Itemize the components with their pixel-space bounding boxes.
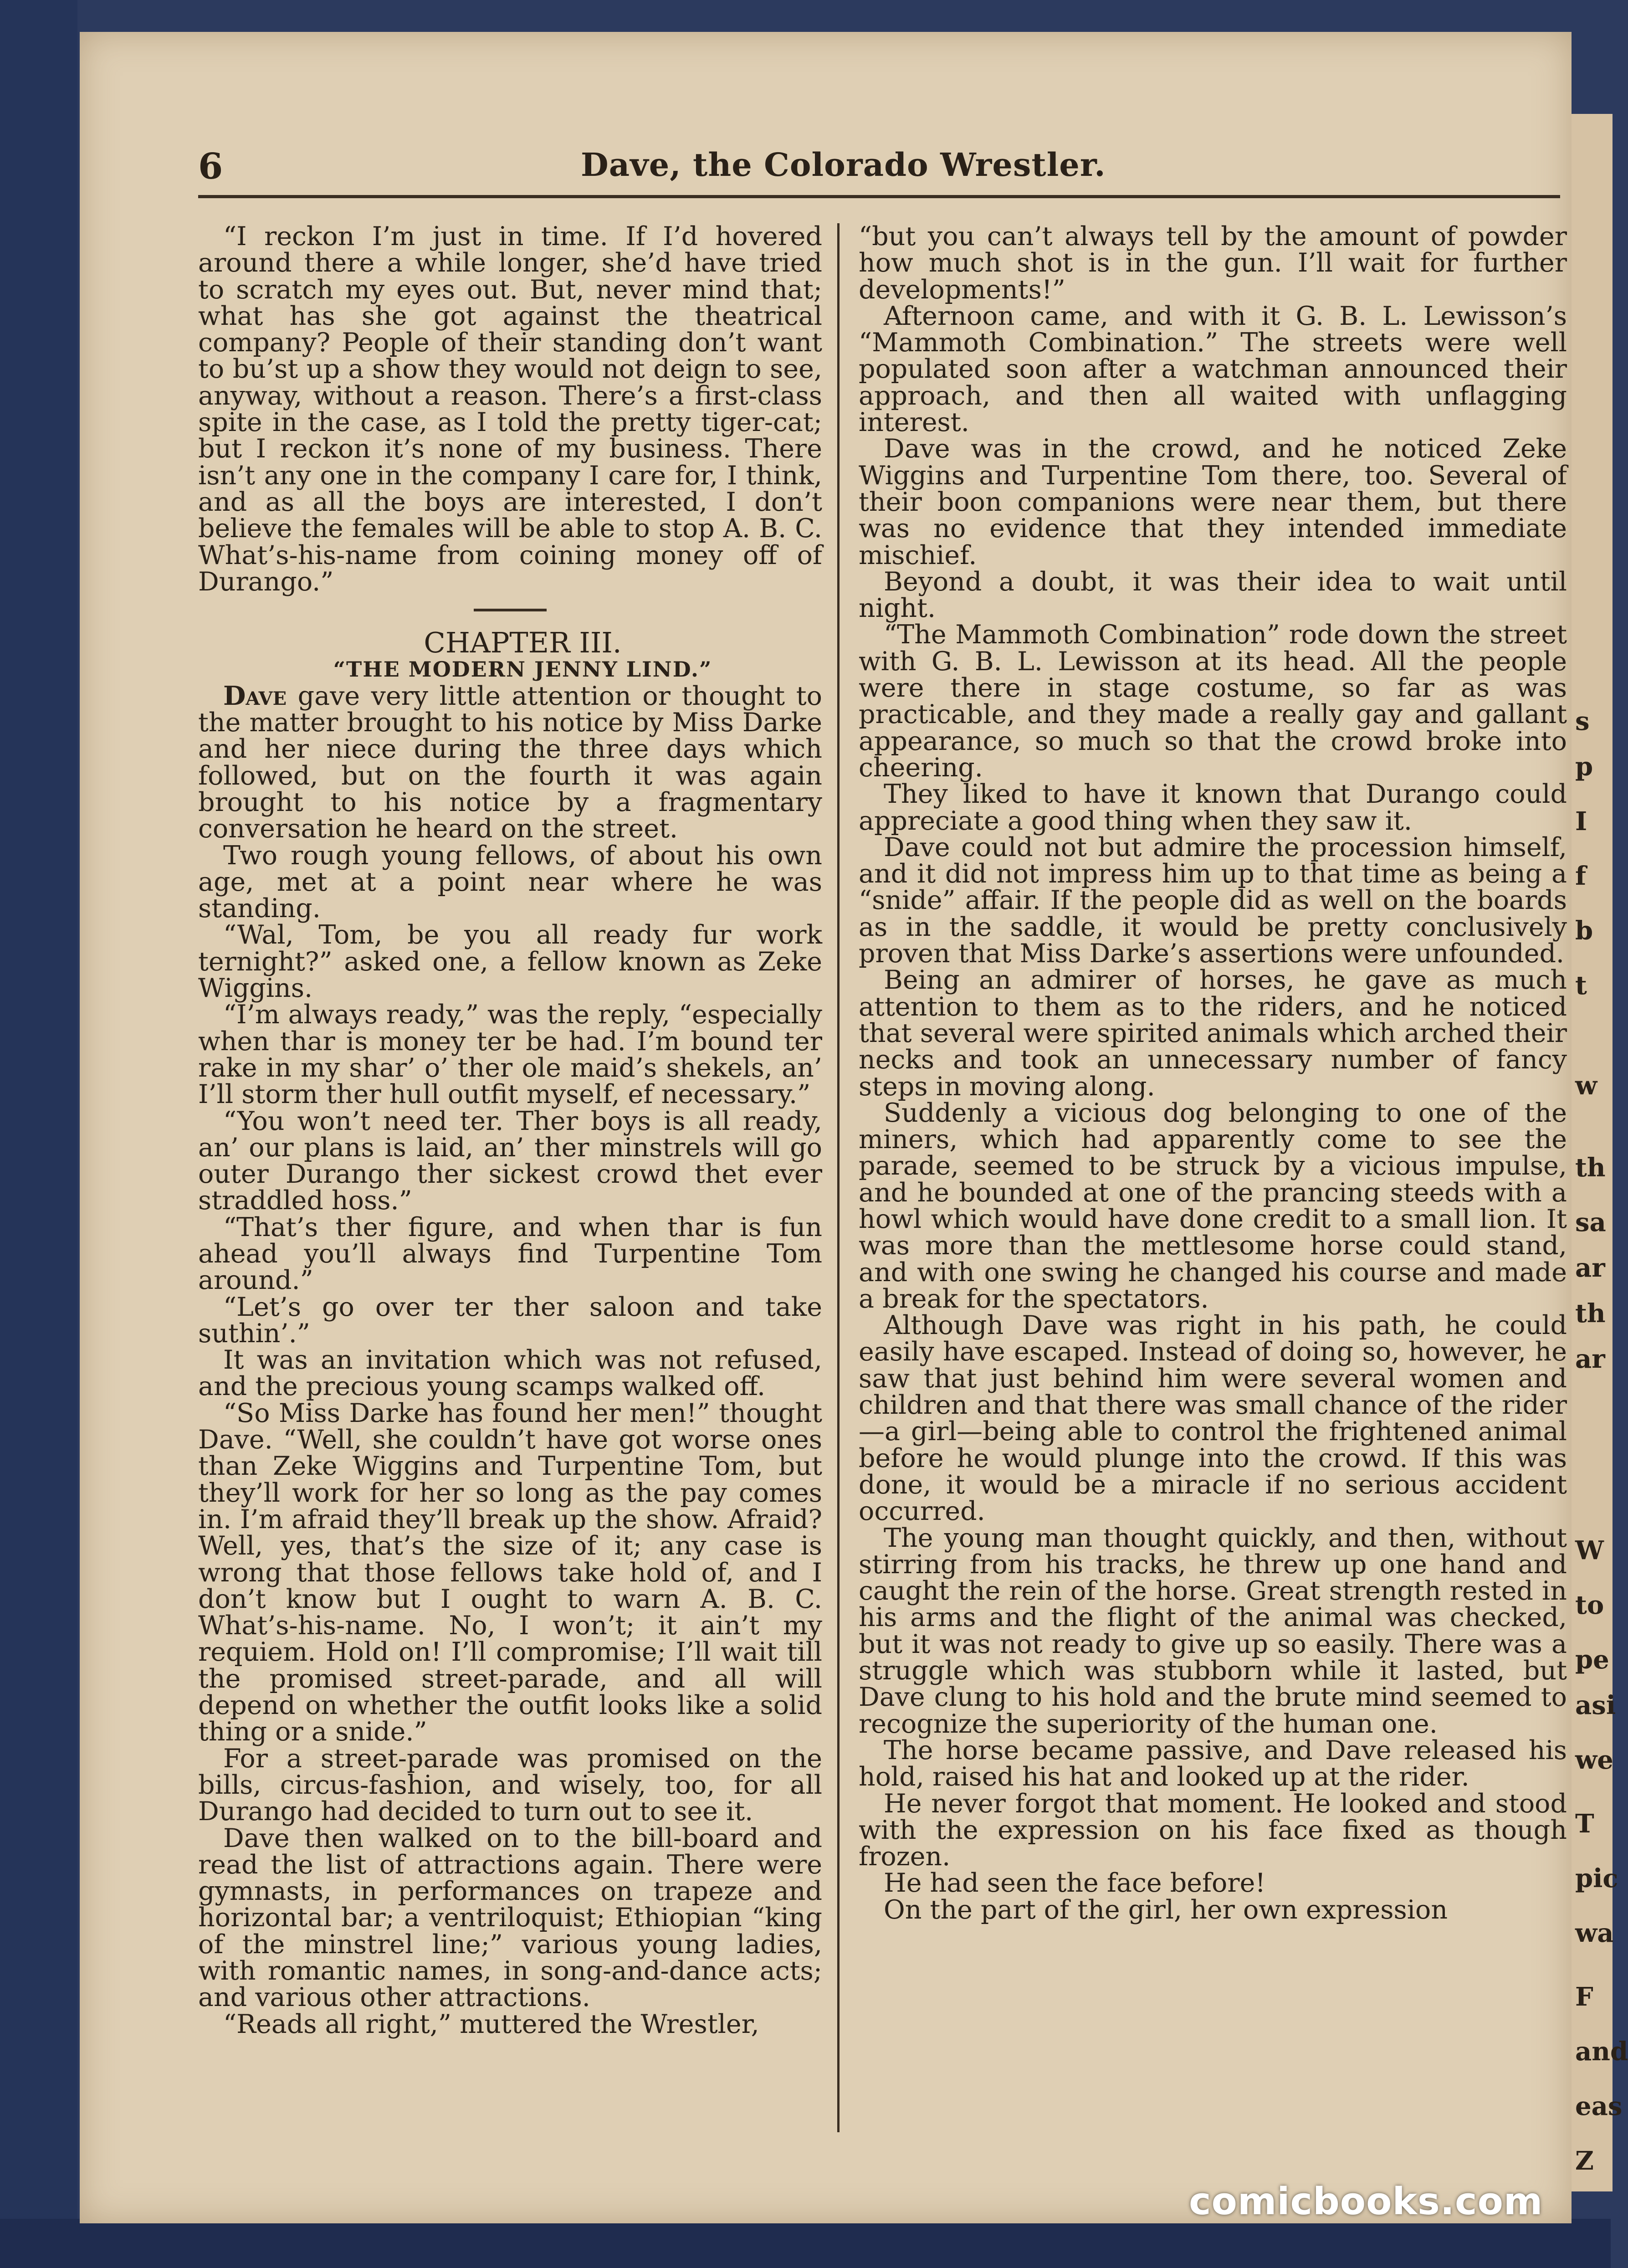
next-page-fragment: p [1575, 752, 1593, 782]
page-number: 6 [198, 146, 223, 187]
page-header [80, 146, 1572, 214]
paragraph: “You won’t need ter. Ther boys is all ready, an’ our plans is laid, an’ ther minstrels will go outer Durango ther sickest crowd thet ever straddled hoss.” [198, 1106, 822, 1216]
next-page-fragment: Z [1575, 2146, 1594, 2176]
chapter-subtitle: “THE MODERN JENNY LIND.” [333, 657, 712, 682]
next-page-fragment: w [1575, 1071, 1597, 1101]
background-left [0, 0, 77, 2268]
paragraph: Two rough young fellows, of about his own age, met at a point near where he was standing. [198, 840, 822, 924]
next-page-edge [1567, 114, 1628, 2191]
paragraph: For a street-parade was promised on the bills, circus-fashion, and wisely, too, for all Durango had decided to turn out to see it. [198, 1743, 822, 1827]
background-bottom [0, 2219, 1611, 2268]
paragraph: Suddenly a vicious dog belonging to one of the miners, which had apparently come to see the parade, seemed to be struck by a vicious impulse, and he bounded at one of the prancing steeds with a howl which would have done credit to a small lion. It was more than the mettlesome horse could stand, and with one swing he changed his course and made a break for the spectators. [859, 1098, 1567, 1314]
section-separator [474, 609, 547, 611]
paragraph: Beyond a doubt, it was their idea to wait until night. [859, 566, 1567, 624]
next-page-fragment: pe [1575, 1645, 1609, 1675]
next-page-fragment: we [1575, 1745, 1613, 1775]
paragraph: The young man thought quickly, and then, without stirring from his tracks, he threw up one hand and caught the rein of the horse. Great strength rested in his arms and the flight of the animal was checked, but it was not ready to give up so easily. There was a struggle which was stubborn while it lasted, but Dave clung to his hold and the brute mind seemed to recognize the superiority of the human one. [859, 1523, 1567, 1739]
watermark: comicbooks.com [1189, 2180, 1543, 2223]
next-page-fragment: sa [1575, 1207, 1606, 1237]
next-page-fragment: t [1575, 970, 1587, 1001]
paragraph: “Let’s go over ter ther saloon and take suthin’.” [198, 1292, 822, 1349]
opening-text: gave very little attention or thought to the matter brought to his notice by Miss Darke and her niece during the three days which followed, but on the fourth it was again brought to his notice by a fragmentary conversation he heard on the street. [198, 681, 822, 844]
next-page-fragment: b [1575, 916, 1593, 946]
paragraph: Although Dave was right in his path, he could easily have escaped. Instead of doing so, however, he saw that just behind him were several women and children and that there was small chance of the rider—a girl—being able to control the frightened animal before he would plunge into the crowd. If this was done, it would be a miracle if no serious accident occurred. [859, 1310, 1567, 1527]
next-page-fragment: I [1575, 806, 1587, 836]
paragraph: Afternoon came, and with it G. B. L. Lewisson’s “Mammoth Combination.” The streets were well populated soon after a watchman announced their approach, and then all waited with unflagging interest. [859, 301, 1567, 438]
next-page-fragment: ar [1575, 1344, 1605, 1374]
next-page-fragment: asi [1575, 1690, 1616, 1720]
book-page [80, 32, 1572, 2223]
paragraph: “That’s ther figure, and when thar is fun ahead you’ll always find Turpentine Tom around.” [198, 1212, 822, 1296]
chapter-title: CHAPTER III. [424, 626, 622, 660]
paragraph: The horse became passive, and Dave released his hold, raised his hat and looked up at the rider. [859, 1735, 1567, 1792]
paragraph: He had seen the face before! [884, 1868, 1266, 1899]
running-title: Dave, the Colorado Wrestler. [581, 146, 1106, 184]
next-page-fragment: pic [1575, 1863, 1618, 1893]
next-page-fragment: ar [1575, 1253, 1605, 1283]
next-page-fragment: T [1575, 1809, 1594, 1839]
paragraph: “I reckon I’m just in time. If I’d hovered around there a while longer, she’d have tried to scratch my eyes out. But, never mind that; what has she got against the theatrical company? People of their standing don’t want to bu’st up a show they would not deign to see, anyway, without a reason. There’s a first-class spite in the case, as I told the pretty tiger-cat; but I reckon it’s none of my business. There isn’t any one in the company I care for, I think, and as all the boys are interested, I don’t believe the females will be able to stop A. B. C. What’s-his-name from coining money off of Durango.” [198, 221, 822, 597]
paragraph: On the part of the girl, her own expression [884, 1894, 1448, 1925]
paragraph: It was an invitation which was not refused, and the precious young scamps walked off. [198, 1345, 822, 1402]
column-divider [837, 223, 840, 2132]
paragraph: Dave then walked on to the bill-board and read the list of attractions again. There were gymnasts, in performances on trapeze and horizontal bar; a ventriloquist; Ethiopian “king of the minstrel line;” various young ladies, with romantic names, in song-and-dance acts; and various other attractions. [198, 1823, 822, 2013]
header-rule [198, 195, 1560, 198]
next-page-fragment: th [1575, 1298, 1606, 1329]
next-page-fragment: and [1575, 2037, 1628, 2067]
chapter-opening-paragraph [198, 680, 822, 844]
paragraph: He never forgot that moment. He looked and stood with the expression on his face fixed as though frozen. [859, 1788, 1567, 1872]
paragraph: “Reads all right,” muttered the Wrestler, [223, 2009, 759, 2039]
left-column [198, 223, 822, 2037]
paragraph: “I’m always ready,” was the reply, “especially when thar is money ter be had. I’m bound ter rake in my shar’ o’ ther ole maid’s shekels, an’ I’ll storm ther hull outfit myself, ef necessary.” [198, 1000, 822, 1110]
paragraph: Dave could not but admire the procession himself, and it did not impress him up to that time as being a “snide” affair. If the people did as well on the boards as in the saddle, it would be pretty conclusively proven that Miss Darke’s assertions were unfounded. [859, 832, 1567, 969]
paragraph: “The Mammoth Combination” rode down the street with G. B. L. Lewisson at its head. All the people were there in stage costume, so far as was practicable, and they made a really gay and gallant appearance, so much so that the crowd broke into cheering. [859, 620, 1567, 783]
paragraph: “Wal, Tom, be you all ready fur work ternight?” asked one, a fellow known as Zeke Wiggins. [198, 920, 822, 1004]
paragraph: They liked to have it known that Durango could appreciate a good thing when they saw it. [859, 779, 1567, 836]
paragraph: Being an admirer of horses, he gave as much attention to them as to the riders, and he noticed that several were spirited animals which arched their necks and took an unnecessary number of fancy steps in moving along. [859, 965, 1567, 1102]
next-page-fragment: f [1575, 861, 1587, 891]
opening-word: Dave [223, 680, 287, 711]
next-page-fragment: th [1575, 1153, 1606, 1183]
paragraph: “So Miss Darke has found her men!” thought Dave. “Well, she couldn’t have got worse ones than Zeke Wiggins and Turpentine Tom, but they’ll work for her so long as the pay comes in. I’m afraid they’ll break up the show. Afraid? Well, yes, that’s the size of it; any case is wrong that those fellows take hold of, and I don’t know but I ought to warn A. B. C. What’s-his-name. No, I won’t; it ain’t my requiem. Hold on! I’ll compromise; I’ll wait till the promised street-parade, and all will depend on whether the outfit looks like a solid thing or a snide.” [198, 1398, 822, 1747]
right-column [859, 223, 1567, 1923]
paragraph: Dave was in the crowd, and he noticed Zeke Wiggins and Turpentine Tom there, too. Several of their boon companions were near them, but there was no evidence that they intended immediate mischief. [859, 434, 1567, 570]
next-page-fragment: F [1575, 1982, 1593, 2012]
next-page-fragment: wa [1575, 1918, 1614, 1948]
next-page-fragment: W [1575, 1535, 1604, 1565]
continued-paragraph: “but you can’t always tell by the amount of powder how much shot is in the gun. I’ll wait for further developments!” [859, 221, 1567, 305]
next-page-fragment: s [1575, 706, 1590, 736]
next-page-fragment: to [1575, 1590, 1604, 1620]
next-page-fragment: eas [1575, 2091, 1623, 2121]
